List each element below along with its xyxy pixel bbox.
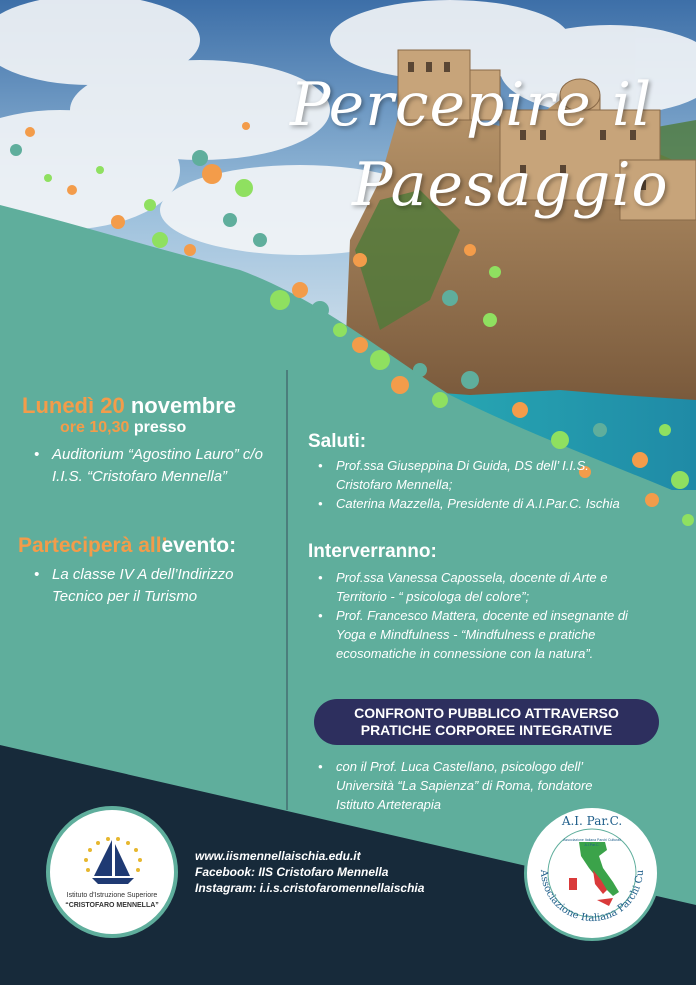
website-link[interactable]: www.iismennellaischia.edu.it — [195, 849, 361, 863]
school-logo-line2: “CRISTOFARO MENNELLA” — [65, 902, 159, 909]
participants-heading-2: all’ — [138, 534, 168, 557]
time-suffix: presso — [133, 419, 187, 436]
speakers-list — [318, 568, 628, 663]
title-line2: Paesaggio — [352, 150, 669, 220]
participants-list — [34, 564, 264, 608]
speaker-item: • Prof. Francesco Mattera, docente ed insegnante di Yoga e Mindfulness - “Mindfulness e pratiche ecosomatiche in connessione con la natura”. — [318, 606, 628, 663]
location-item: • Auditorium “Agostino Lauro” c/o I.I.S. “Cristofaro Mennella” — [34, 444, 264, 488]
participants-heading-3: evento: — [161, 534, 237, 557]
instagram-link[interactable]: Instagram: i.i.s.cristofaromennellaischia — [195, 881, 425, 895]
aiparc-logo — [524, 805, 660, 941]
speakers-heading: Interverranno: — [308, 541, 437, 562]
event-time — [60, 419, 186, 437]
debate-list — [318, 757, 618, 814]
aiparc-small-line1: Associazione Italiana Parchi Culturali — [563, 838, 621, 842]
aiparc-small-text — [560, 838, 624, 848]
participant-item: • La classe IV A dell’Indirizzo Tecnico per il Turismo — [34, 564, 264, 608]
event-date — [22, 393, 236, 419]
aiparc-ring-text: Associazione Italiana Parchi Cu — [537, 869, 647, 925]
school-logo — [46, 806, 178, 938]
greeting-item: • Prof.ssa Giuseppina Di Guida, DS dell’ I.I.S. Cristofaro Mennella; — [318, 456, 638, 494]
debate-item: • con il Prof. Luca Castellano, psicologo dell’ Università “La Sapienza” di Roma, fondatore Istituto Arteterapia — [318, 757, 618, 814]
event-date-num: 20 — [100, 393, 125, 418]
aiparc-top-label: A.I. Par.C. — [561, 814, 623, 828]
greeting-item: • Caterina Mazzella, Presidente di A.I.Par.C. Ischia — [318, 494, 638, 513]
banner-line1: CONFRONTO PUBBLICO ATTRAVERSO — [354, 705, 619, 721]
participants-heading-1: Parteciperà — [18, 534, 133, 557]
participants-heading — [18, 534, 236, 558]
time-prefix: ore — [60, 419, 85, 436]
public-debate-banner — [314, 699, 659, 745]
location-list — [34, 444, 264, 488]
greetings-list — [318, 456, 638, 513]
time-value: 10,30 — [89, 419, 130, 436]
event-day: Lunedì — [22, 393, 95, 418]
sailboat-icon — [50, 810, 174, 934]
speaker-item: • Prof.ssa Vanessa Capossela, docente di Arte e Territorio - “ psicologa del colore”; — [318, 568, 628, 606]
aiparc-small-line2: A.I.Par.C. — [584, 843, 600, 847]
contacts — [195, 848, 424, 896]
greetings-heading: Saluti: — [308, 431, 367, 452]
title-line1: Percepire il — [290, 70, 653, 140]
banner-line2: PRATICHE CORPOREE INTEGRATIVE — [360, 722, 613, 738]
school-logo-line1: Istituto d’Istruzione Superiore — [66, 892, 158, 899]
facebook-link[interactable]: Facebook: IIS Cristofaro Mennella — [195, 865, 389, 879]
event-month: novembre — [130, 393, 236, 418]
